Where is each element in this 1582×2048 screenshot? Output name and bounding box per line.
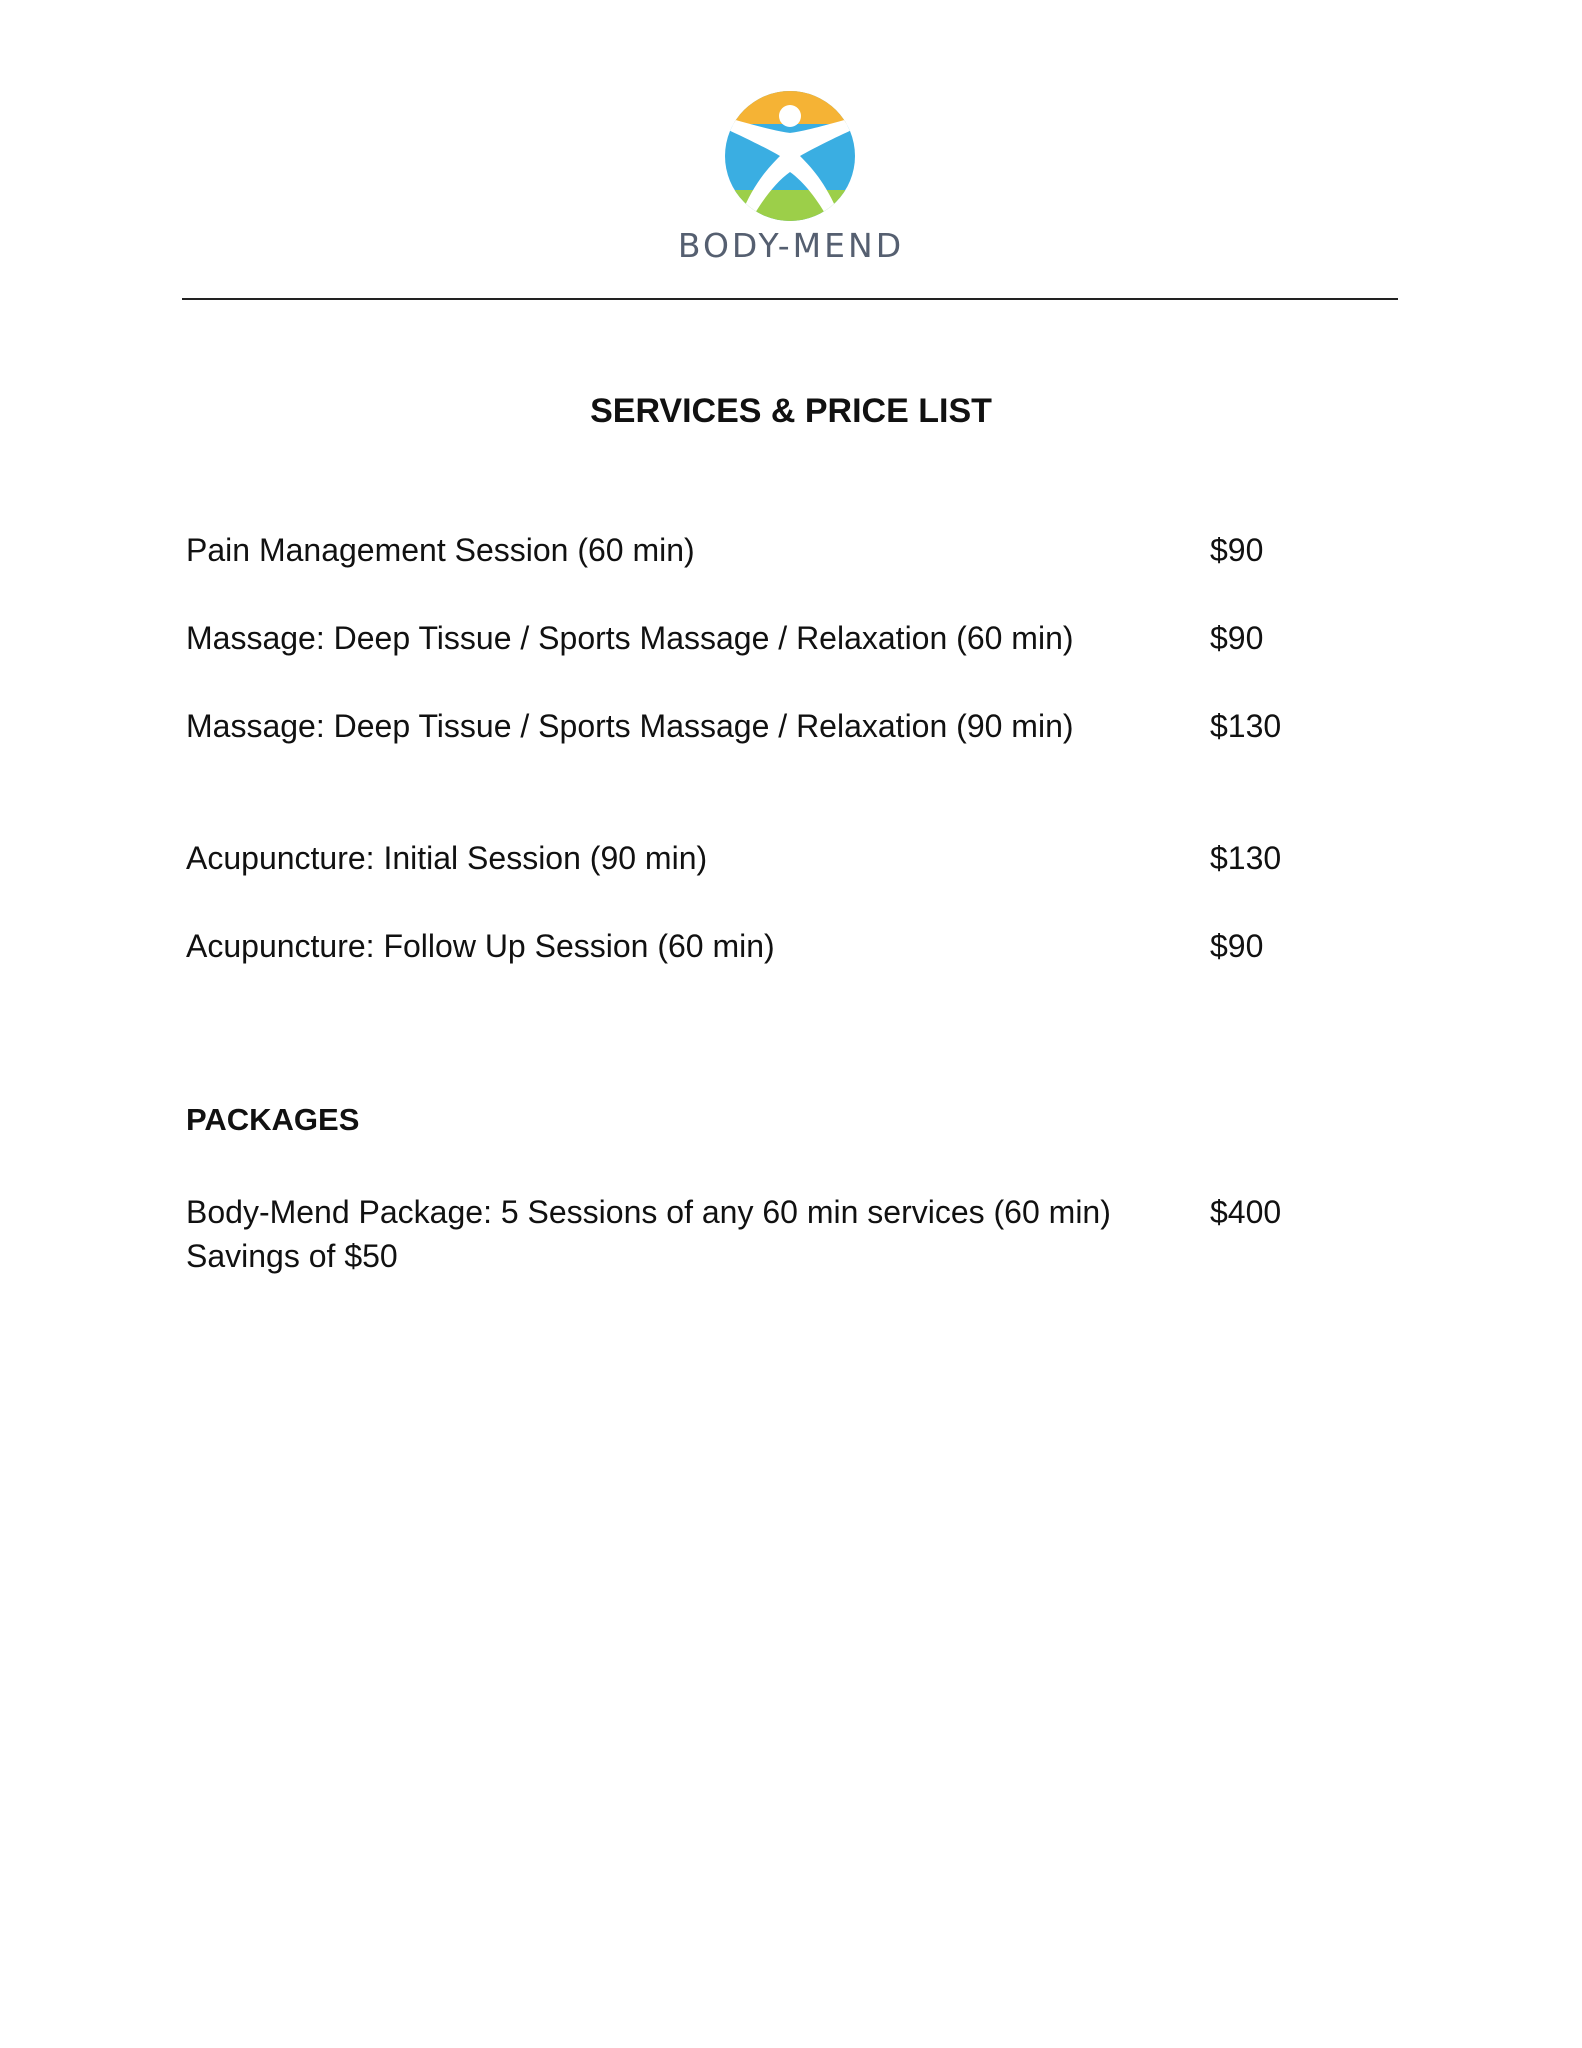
brand-name: BODY-MEND <box>677 226 905 265</box>
packages-heading: PACKAGES <box>186 1102 360 1137</box>
package-savings-note: Savings of $50 <box>186 1238 398 1274</box>
service-row <box>186 924 1336 968</box>
service-row <box>186 704 1336 748</box>
package-price: $400 <box>1210 1194 1282 1230</box>
service-name: Massage: Deep Tissue / Sports Massage / Relaxation (90 min) <box>186 708 1074 744</box>
service-name: Pain Management Session (60 min) <box>186 532 695 568</box>
service-name: Massage: Deep Tissue / Sports Massage / Relaxation (60 min) <box>186 620 1074 656</box>
service-price: $130 <box>1210 840 1282 876</box>
service-price: $90 <box>1210 620 1264 656</box>
header-divider <box>182 298 1398 300</box>
service-price: $90 <box>1210 928 1264 964</box>
service-price: $90 <box>1210 532 1264 568</box>
brand-logo <box>0 90 1582 270</box>
package-name: Body-Mend Package: 5 Sessions of any 60 min services (60 min) <box>186 1194 1111 1230</box>
package-row <box>186 1190 1336 1234</box>
service-row <box>186 528 1336 572</box>
body-mend-logo-icon <box>724 90 856 222</box>
service-price: $130 <box>1210 708 1282 744</box>
page-title: SERVICES & PRICE LIST <box>590 392 992 430</box>
service-row <box>186 836 1336 880</box>
service-name: Acupuncture: Initial Session (90 min) <box>186 840 708 876</box>
service-row <box>186 616 1336 660</box>
service-name: Acupuncture: Follow Up Session (60 min) <box>186 928 775 964</box>
